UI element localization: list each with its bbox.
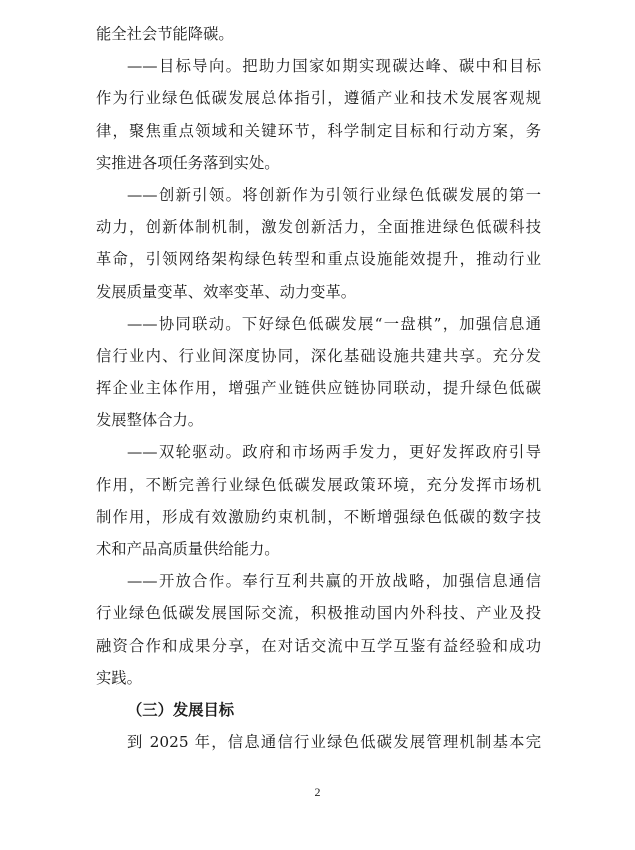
paragraph-innovation: [96, 179, 541, 308]
text-line: 挥企业主体作用，增强产业链供应链协同联动，提升绿色低碳: [96, 379, 541, 398]
text-line: ——双轮驱动。政府和市场两手发力，更好发挥政府引导: [127, 443, 541, 462]
text-line: ——创新引领。将创新作为引领行业绿色低碳发展的第一: [127, 185, 541, 204]
text-line: ——目标导向。把助力国家如期实现碳达峰、碳中和目标: [127, 57, 541, 76]
text-line: 融资合作和成果分享，在对话交流中互学互鉴有益经验和成功: [96, 636, 541, 655]
text-line: 制作用，形成有效激励约束机制，不断增强绿色低碳的数字技: [96, 507, 541, 526]
paragraph-goal-orientation: [96, 50, 541, 179]
text-line: 实践。: [96, 668, 142, 687]
paragraph-continuation: [96, 18, 541, 50]
paragraph-development-targets: [96, 726, 541, 758]
text-line: ——开放合作。奉行互利共赢的开放战略，加强信息通信: [127, 572, 541, 591]
text-line: 作为行业绿色低碳发展总体指引，遵循产业和技术发展客观规: [96, 89, 541, 108]
text-line: 到 2025 年，信息通信行业绿色低碳发展管理机制基本完: [127, 733, 541, 752]
text-line: 发展整体合力。: [96, 411, 204, 430]
text-line: 作用，不断完善行业绿色低碳发展政策环境，充分发挥市场机: [96, 475, 541, 494]
paragraph-dual-drive: [96, 436, 541, 565]
text-line: 革命，引领网络架构绿色转型和重点设施能效提升，推动行业: [96, 250, 541, 269]
section-heading-block: [96, 694, 541, 726]
text-line: 信行业内、行业间深度协同，深化基础设施共建共享。充分发: [96, 346, 541, 365]
page-number: 2: [314, 785, 321, 799]
text-line: 行业绿色低碳发展国际交流，积极推动国内外科技、产业及投: [96, 604, 541, 623]
text-line: ——协同联动。下好绿色低碳发展“一盘棋”，加强信息通: [127, 314, 541, 333]
text-line: 实推进各项任务落到实处。: [96, 153, 280, 172]
text-line: 术和产品高质量供给能力。: [96, 540, 280, 558]
section-heading: （三）发展目标: [127, 700, 235, 719]
text-line: 律，聚焦重点领域和关键环节，科学制定目标和行动方案，务: [96, 121, 541, 140]
paragraph-open-cooperation: [96, 565, 541, 694]
text-line: 动力，创新体制机制，激发创新活力，全面推进绿色低碳科技: [96, 218, 541, 237]
paragraph-coordination: [96, 308, 541, 437]
text-line: 发展质量变革、效率变革、动力变革。: [96, 282, 357, 301]
document-body: [96, 18, 541, 758]
text-line: 能全社会节能降碳。: [96, 25, 234, 43]
